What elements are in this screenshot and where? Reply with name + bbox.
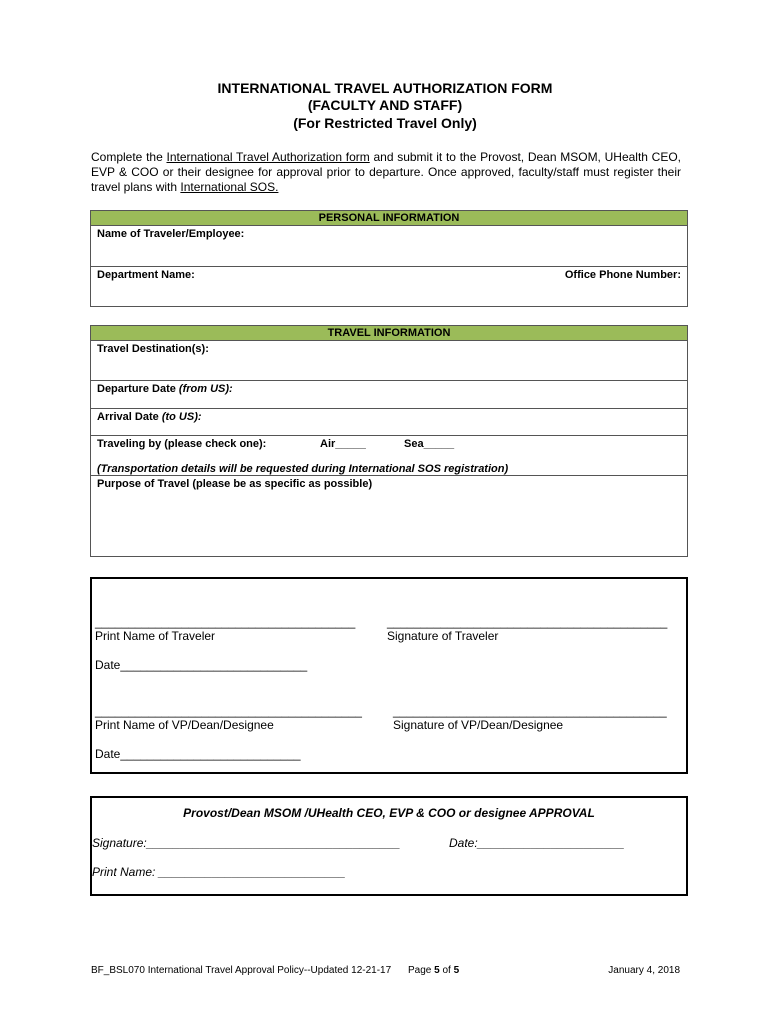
departure-date-text: Departure Date — [97, 383, 179, 395]
sea-option[interactable]: Sea_____ — [404, 438, 455, 450]
form-title-line3: (For Restricted Travel Only) — [293, 115, 477, 131]
traveler-date-line[interactable]: Date____________________________ — [95, 658, 308, 672]
departure-date-field[interactable] — [91, 381, 687, 409]
office-phone-label: Office Phone Number: — [564, 269, 681, 281]
travel-information-table — [90, 325, 688, 557]
intro-paragraph — [91, 150, 681, 195]
intro-text-1: Complete the — [91, 150, 167, 164]
vp-date-line[interactable]: Date___________________________ — [95, 747, 301, 761]
footer-page-total: 5 — [453, 965, 460, 976]
form-title-line1: INTERNATIONAL TRAVEL AUTHORIZATION FORM — [217, 80, 553, 96]
signature-section — [90, 577, 688, 774]
traveling-by-label: Traveling by (please check one): — [97, 438, 267, 450]
departure-date-note: (from US): — [178, 383, 233, 395]
footer-date: January 4, 2018 — [608, 965, 680, 976]
departure-date-label — [97, 383, 233, 396]
footer-policy-text: BF_BSL070 International Travel Approval Policy--Updated 12-21-17 — [91, 965, 392, 976]
signature-traveler-label: Signature of Traveler — [387, 629, 499, 643]
footer-page-of: of — [439, 965, 454, 976]
footer-page-number — [408, 965, 459, 977]
signature-vp-label: Signature of VP/Dean/Designee — [393, 718, 564, 732]
approval-signature-line[interactable]: Signature:______________________________________ — [92, 836, 401, 850]
travel-destinations-field[interactable] — [91, 341, 687, 381]
arrival-date-field[interactable] — [91, 409, 687, 436]
traveler-print-name-line[interactable]: _______________________________________ — [95, 615, 356, 629]
air-option[interactable]: Air_____ — [320, 438, 366, 450]
department-name-field[interactable] — [97, 269, 195, 282]
print-name-traveler-label: Print Name of Traveler — [95, 629, 216, 643]
transportation-note: (Transportation details will be requested during International SOS registration) — [97, 463, 509, 475]
traveling-by-row — [91, 436, 687, 476]
traveler-name-field[interactable] — [91, 226, 687, 267]
travel-information-header: TRAVEL INFORMATION — [91, 326, 687, 341]
form-title-line2: (FACULTY AND STAFF) — [307, 97, 463, 113]
office-phone-field[interactable] — [565, 269, 681, 282]
international-sos-link[interactable]: International SOS. — [180, 180, 279, 194]
vp-signature-line[interactable]: _________________________________________ — [393, 704, 667, 718]
personal-information-table — [90, 210, 688, 307]
travel-authorization-form-link[interactable]: International Travel Authorization form — [166, 150, 370, 164]
arrival-date-text: Arrival Date — [97, 411, 162, 423]
print-name-vp-label: Print Name of VP/Dean/Designee — [95, 718, 274, 732]
department-name-label: Department Name: — [97, 269, 195, 281]
arrival-date-note: (to US): — [161, 411, 202, 423]
footer-page-prefix: Page — [408, 965, 435, 976]
approval-print-name-line[interactable]: Print Name: ____________________________ — [92, 865, 346, 879]
travel-destinations-label: Travel Destination(s): — [97, 343, 209, 355]
approval-title: Provost/Dean MSOM /UHealth CEO, EVP & COO or designee APPROVAL — [183, 806, 595, 820]
arrival-date-label — [97, 411, 202, 424]
traveler-signature-line[interactable]: __________________________________________ — [387, 615, 668, 629]
approval-date-line[interactable]: Date:______________________ — [449, 836, 625, 850]
purpose-of-travel-label: Purpose of Travel (please be as specific as possible) — [97, 478, 373, 490]
approval-section — [90, 796, 688, 896]
footer-page-current: 5 — [434, 965, 440, 976]
vp-print-name-line[interactable]: ________________________________________ — [95, 704, 362, 718]
intro-text-2: and submit it to the Provost, Dean MSOM, UHealth CEO, EVP & COO or their designee for approval prior to departure. Once approved, faculty/staff must register their travel plans with — [91, 150, 682, 194]
department-row — [91, 267, 687, 306]
personal-information-header: PERSONAL INFORMATION — [91, 211, 687, 226]
traveler-name-label: Name of Traveler/Employee: — [97, 228, 245, 240]
purpose-of-travel-field[interactable] — [91, 476, 687, 556]
